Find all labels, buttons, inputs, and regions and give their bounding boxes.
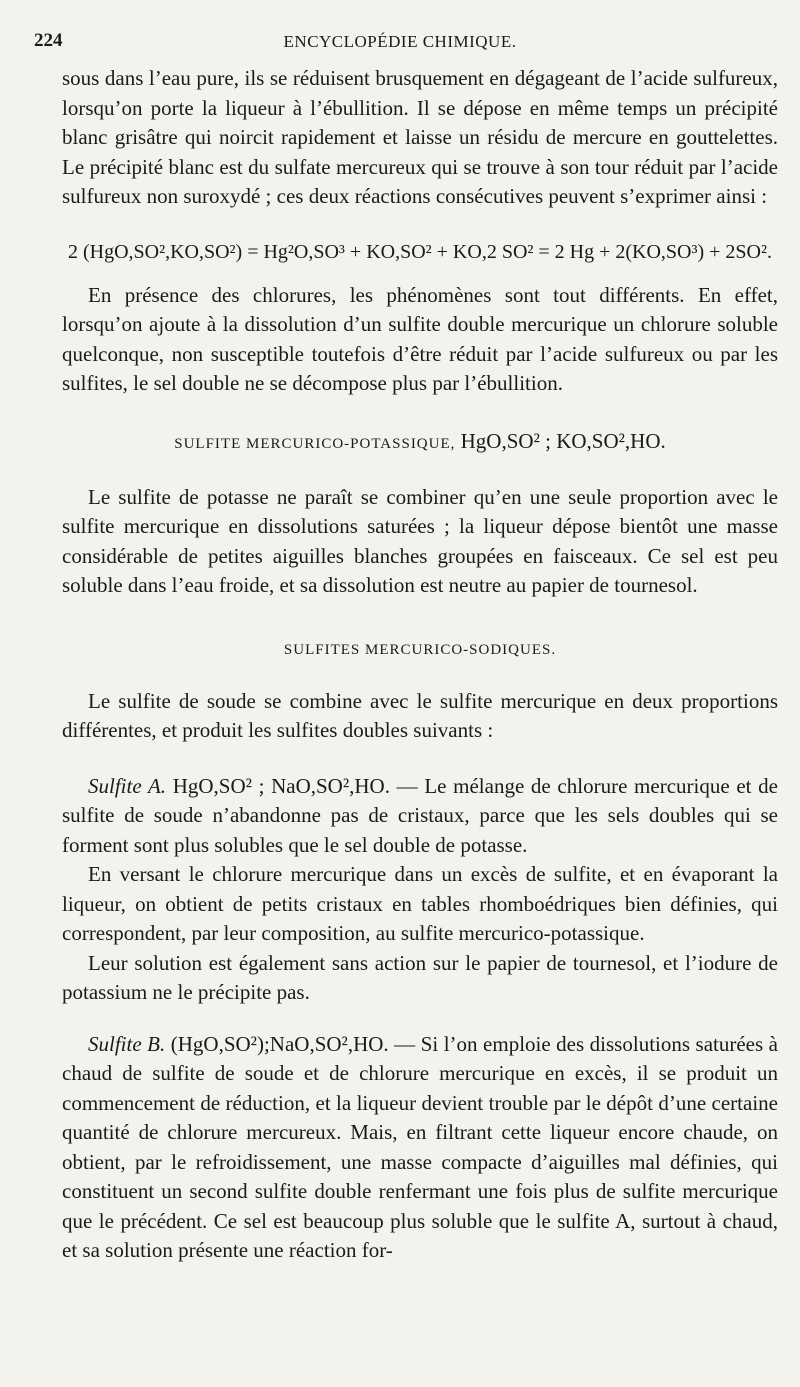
sulfite-b-text: (HgO,SO²);NaO,SO²,HO. — Si l’on emploie des dissolutions saturées à chaud de sulfite de soude et de chlorure mercurique en excès, il se produit un commencement de réduction, et la liqueur devient trouble par le dépôt d’une certaine quantité de chlorure mercureux. Mais, en filtrant cette liqueur encore chaude, on obtient, par le refroidissement, une masse compacte d’aiguilles mal définies, qui constituent un second sulfite double renfermant une fois plus de sulfite mercurique que le précédent. Ce sel est beaucoup plus soluble que le sulfite A, surtout à chaud, et sa solution présente une réaction for- xyxy=(62,1031,778,1262)
paragraph-3: Le sulfite de potasse ne paraît se combiner qu’en une seule proportion avec le sulfite mercurique en dissolutions saturées ; la liqueur dépose bientôt une masse considérable de petites aiguilles blanches groupées en faisceaux. Ce sel est peu soluble dans l’eau froide, et sa dissolution est neutre au papier de tournesol. xyxy=(62,484,778,597)
paragraph-6: En versant le chlorure mercurique dans un excès de sulfite, et en évaporant la liqueur, on obtient de petits cristaux en tables rhomboédriques bien définies, qui correspondent, par leur composition, au sulfite mercurico-potassique. xyxy=(62,862,778,945)
sulfite-b-label: Sulfite B. xyxy=(88,1031,166,1056)
section-heading-sodiques xyxy=(62,633,778,665)
section-heading-potassique-formula: HgO,SO² ; KO,SO²,HO. xyxy=(460,428,666,453)
paragraph-2: En présence des chlorures, les phénomènes sont tout différents. En effet, lorsqu’on ajoute à la dissolution d’un sulfite double mercurique un chlorure soluble quelconque, non susceptible toutefois d’être réduit par l’acide sulfureux ou par les sulfites, le sel double ne se décompose plus par l’ébullition. xyxy=(62,282,778,395)
page-body xyxy=(62,64,778,1266)
section-heading-potassique xyxy=(62,427,778,459)
reaction-formula: 2 (HgO,SO²,KO,SO²) = Hg²O,SO³ + KO,SO² + KO,2 SO² = 2 Hg + 2(KO,SO³) + 2SO². xyxy=(67,240,772,263)
sulfite-a-label: Sulfite A. xyxy=(88,773,167,798)
paragraph-7: Leur solution est également sans action sur le papier de tournesol, et l’iodure de potassium ne le précipite pas. xyxy=(62,950,778,1004)
paragraph-1: sous dans l’eau pure, ils se réduisent brusquement en dégageant de l’acide sulfureux, lorsqu’on porte la liqueur à l’ébullition. Il se dépose en même temps un précipité blanc grisâtre qui noircit rapidement et laisse un résidu de mercure en gouttelettes. Le précipité blanc est du sulfate mercureux qui se trouve à son tour réduit par l’acide sulfureux non suroxydé ; ces deux réactions consécutives peuvent s’exprimer ainsi : xyxy=(62,66,778,208)
sulfite-a-text: HgO,SO² ; NaO,SO²,HO. — Le mélange de chlorure mercurique et de sulfite de soude n’abandonne pas de cristaux, parce que les sels doubles qui se forment sont plus solubles que le sel double de potasse. xyxy=(62,773,778,857)
section-heading-potassique-label: SULFITE MERCURICO-POTASSIQUE, xyxy=(174,435,456,452)
paragraph-4: Le sulfite de soude se combine avec le sulfite mercurique en deux proportions différentes, et produit les sulfites doubles suivants : xyxy=(62,688,778,742)
spacer xyxy=(62,1008,778,1030)
page-number: 224 xyxy=(34,30,63,51)
page-header xyxy=(34,30,766,56)
running-title: ENCYCLOPÉDIE CHIMIQUE. xyxy=(283,32,517,51)
paragraph-sulfite-b xyxy=(62,1030,778,1266)
spacer xyxy=(62,746,778,772)
section-heading-sodiques-label: SULFITES MERCURICO-SODIQUES. xyxy=(283,641,557,658)
paragraph-sulfite-a xyxy=(62,772,778,861)
